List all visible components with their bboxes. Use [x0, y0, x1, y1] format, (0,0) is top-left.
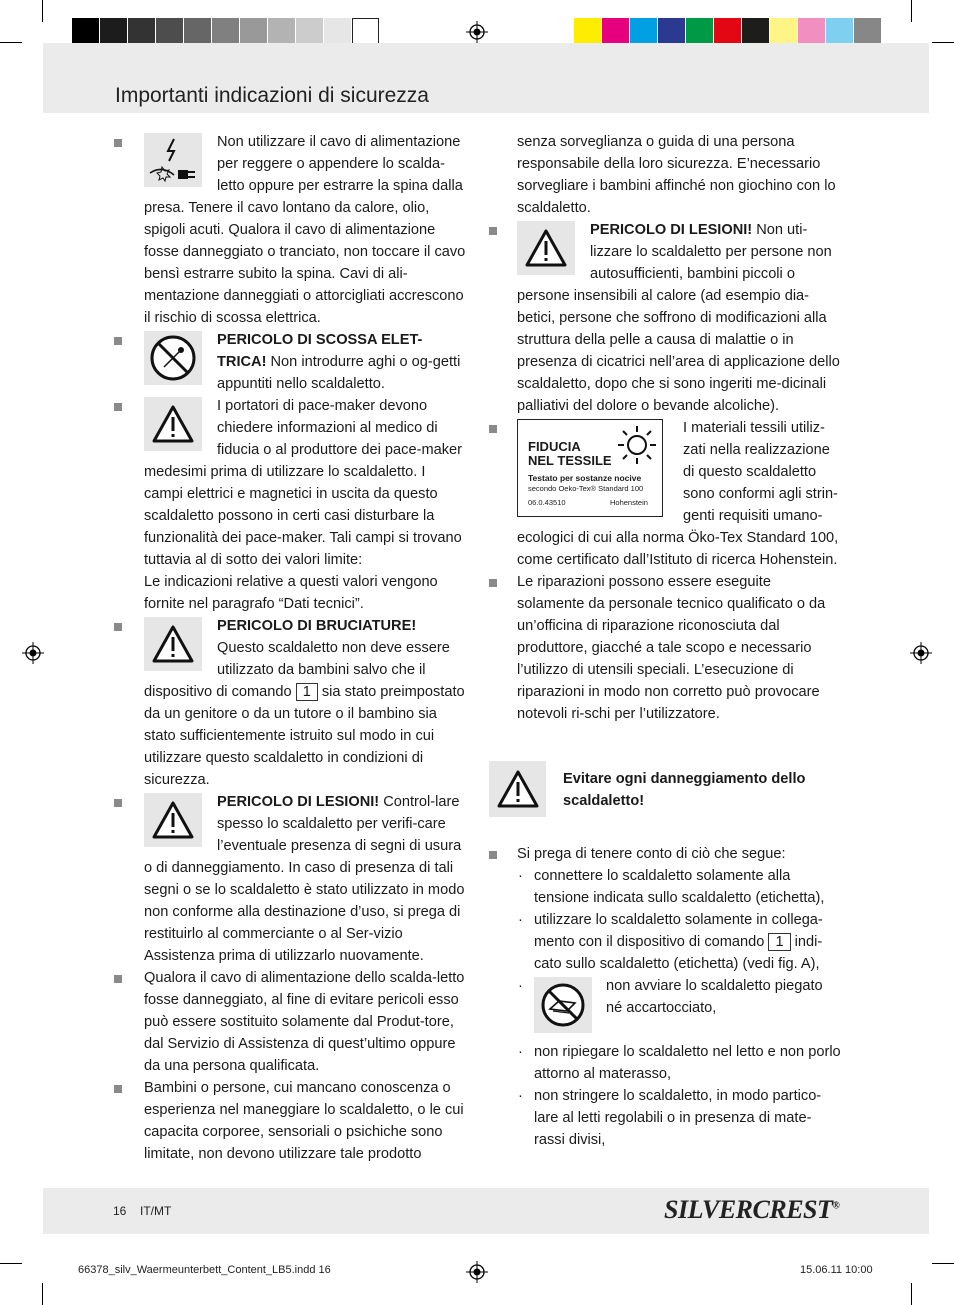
safety-item-cable [144, 131, 466, 329]
color-swatch [826, 18, 853, 46]
text: Non introdurre aghi o og-getti appuntiti nello scaldaletto. [217, 354, 461, 392]
sun-logo-icon [616, 424, 658, 466]
icon-frame [144, 133, 202, 187]
dash: · [518, 978, 523, 994]
warning-label: PERICOLO DI BRUCIATURE! [217, 618, 417, 634]
safety-item-children [144, 1077, 466, 1165]
control-unit-ref: 1 [296, 683, 318, 701]
color-swatch [128, 18, 155, 46]
text: Questo scaldaletto non deve essere utilizzato da bambini salvo che il dispositivo di comando [144, 640, 450, 700]
icon-frame [517, 221, 575, 275]
color-swatch [212, 18, 239, 46]
text: Non uti-lizzare lo scaldaletto per persone non autosufficienti, bambini piccoli o persone insensibili al calore (ad esempio dia-betici, persone che soffrono di modificazioni alla struttura della pelle a causa di malattie o in presenza di cicatrici nell’area di applicazione dello scaldaletto, dopo che si sono ingeriti me-dicinali palliativi del dolore o bevande alcoliche). [517, 222, 840, 414]
warning-heading: Evitare ogni danneggiamento dello scaldaletto! [563, 771, 806, 809]
safety-item-textiles [517, 417, 841, 571]
color-swatch [268, 18, 295, 46]
crop-mark [932, 42, 954, 43]
color-swatch [156, 18, 183, 46]
color-swatch [324, 18, 351, 46]
brand-logo [664, 1195, 839, 1225]
color-swatch [574, 18, 601, 46]
crop-mark [911, 1283, 912, 1305]
bullet [114, 403, 122, 411]
icon-frame [144, 397, 202, 451]
color-swatch [296, 18, 323, 46]
text: senza sorveglianza o guida di una persona responsabile della loro sicurezza. E’necessario sorvegliare i bambini affinché non giochino con lo scaldaletto. [517, 134, 836, 216]
instruction-intro [517, 843, 841, 865]
text: Non utilizzare il cavo di alimentazione per reggere o appendere lo scalda-letto oppure per estrarre la spina dalla presa. Tenere il cavo lontano da calore, olio, spigoli acuti. Qualora il cavo di alimentazione fosse danneggiato o tranciato, non toccare il cavo bensì estrarre subito la spina. Cavi di ali-mentazione danneggiati o attorcigliati accrescono il rischio di scossa elettrica. [144, 134, 466, 326]
file-name: 66378_silv_Waermeunterbett_Content_LB5.indd 16 [78, 1264, 331, 1276]
right-column [517, 131, 841, 1151]
icon-frame [534, 977, 592, 1033]
bullet [114, 975, 122, 983]
crop-mark [42, 1283, 43, 1305]
dash: · [518, 912, 523, 928]
left-column [144, 131, 466, 1165]
oeko-tex-label [517, 419, 663, 517]
instruction-item [518, 1041, 841, 1085]
warning-triangle-icon [151, 624, 195, 664]
color-swatch [352, 18, 379, 46]
color-swatch [770, 18, 797, 46]
color-swatch [686, 18, 713, 46]
safety-item-electric-shock [144, 329, 466, 395]
page-title: Importanti indicazioni di sicurezza [115, 84, 429, 107]
text: Le indicazioni relative a questi valori vengono fornite nel paragrafo “Dati tecnici”. [144, 574, 438, 612]
color-swatch [630, 18, 657, 46]
registration-mark-icon [466, 1261, 488, 1283]
oeko-label-line2: NEL TESSILE [528, 453, 612, 468]
registered-mark: ® [832, 1200, 840, 1212]
crop-mark [911, 0, 912, 22]
warning-triangle-icon [151, 404, 195, 444]
safety-item-burns [144, 615, 466, 791]
safety-item-injury [144, 791, 466, 967]
icon-frame [144, 793, 202, 847]
text: non ripiegare lo scaldaletto nel letto e non porlo attorno al materasso, [534, 1044, 841, 1082]
registration-mark-icon [466, 21, 488, 43]
brand-name: SILVERCREST [664, 1195, 833, 1224]
oeko-label-line1: FIDUCIA [528, 439, 581, 454]
text: I materiali tessili utiliz-zati nella realizzazione di questo scaldaletto sono conformi agli strin-genti requisiti umano-ecologici di cui alla norma Öko-Tex Standard 100, come certificato dall’Istituto di ricerca Hohenstein. [517, 420, 839, 568]
color-swatch [72, 18, 99, 46]
color-swatch [854, 18, 881, 46]
warning-label: PERICOLO DI LESIONI! [590, 222, 753, 238]
text: Qualora il cavo di alimentazione dello scalda-letto fosse danneggiato, al fine di evitare pericoli esso può essere sostituito solamente dal Produt-tore, dal Servizio di Assistenza di quest’ultimo oppure da una persona qualificata. [144, 970, 465, 1074]
bullet [114, 799, 122, 807]
icon-frame [144, 331, 202, 385]
safety-item-damaged-cable [144, 967, 466, 1077]
language-code: IT/MT [140, 1204, 172, 1218]
control-unit-ref: 1 [768, 933, 790, 951]
text: non stringere lo scaldaletto, in modo partico-lare al letti regolabili o in presenza di mate-rassi divisi, [534, 1088, 822, 1148]
electric-plug-spark-icon [148, 137, 198, 183]
crop-mark [42, 0, 43, 22]
registration-mark-icon [910, 642, 932, 664]
registration-mark-icon [22, 642, 44, 664]
text: indi-cato sullo scaldaletto (etichetta) (vedi fig. A), [534, 934, 823, 972]
dash: · [518, 868, 523, 884]
text: Le riparazioni possono essere eseguite solamente da personale tecnico qualificato o da un’officina di riparazione riconosciuta dal produttore, giacché a tale scopo e necessario l’utilizzo di utensili speciali. L’esecuzione di riparazioni in modo non corretto può provocare notevoli ri-schi per l’utilizzatore. [517, 574, 826, 722]
bullet [114, 623, 122, 631]
safety-item-repairs [517, 571, 841, 725]
text: utilizzare lo scaldaletto solamente in collega-mento con il dispositivo di comando [534, 912, 823, 950]
text: I portatori di pace-maker devono chiedere informazioni al medico di fiducia o al produttore dei pace-maker medesimi prima di utilizzare lo scaldaletto. I campi elettrici e magnetici in uscita da questo scaldaletto possono in certi casi disturbare la funzionalità dei pace-maker. Tali campi si trovano tuttavia al di sotto dei valori limite: [144, 398, 462, 568]
color-swatch [658, 18, 685, 46]
bullet [489, 579, 497, 587]
warning-label: PERICOLO DI LESIONI! [217, 794, 380, 810]
bullet [489, 227, 497, 235]
text: non avviare lo scaldaletto piegato né accartocciato, [606, 978, 823, 1016]
instruction-item [518, 975, 841, 1041]
warning-triangle-icon [151, 800, 195, 840]
bullet [489, 851, 497, 859]
color-swatch [100, 18, 127, 46]
crop-mark [932, 1263, 954, 1264]
oeko-label-line4: secondo Oeko-Tex® Standard 100 [528, 484, 644, 493]
color-swatch [798, 18, 825, 46]
dash: · [518, 1044, 523, 1060]
warning-label: PERICOLO DI SCOSSA ELET-TRICA! [217, 332, 423, 370]
no-folding-icon [539, 981, 587, 1029]
page-number: 16 [113, 1204, 127, 1218]
crop-mark [0, 42, 22, 43]
warning-triangle-icon [524, 228, 568, 268]
bullet [489, 425, 497, 433]
warning-triangle-icon [496, 769, 540, 809]
text: sia stato preimpostato da un genitore o da un tutore o il bambino sia stato sufficientemente istruito sul modo in cui utilizzare questo scaldaletto in condizioni di sicurezza. [144, 684, 465, 788]
icon-frame [489, 761, 546, 817]
crop-mark [0, 1263, 22, 1264]
safety-item-pacemaker [144, 395, 466, 615]
text: Control-lare spesso lo scaldaletto per verifi-care l’eventuale presenza di segni di usura o di danneggiamento. In caso di presenza di tali segni o se lo scaldaletto è stato utilizzato in modo non conforme alla destinazione d’uso, si prega di restituirlo al commerciante o al Ser-vizio Assistenza prima di utilizzarlo nuovamente. [144, 794, 465, 964]
text: connettere lo scaldaletto solamente alla tensione indicata sullo scaldaletto (etichetta), [534, 868, 825, 906]
text: Bambini o persone, cui mancano conoscenza o esperienza nel maneggiare lo scaldaletto, o le cui capacita corporee, sensoriali o psichiche sono limitate, non devono utilizzare tale prodotto [144, 1080, 464, 1162]
bullet [114, 139, 122, 147]
text: Si prega di tenere conto di ciò che segue: [517, 846, 786, 862]
instruction-item [518, 909, 841, 975]
color-swatch [602, 18, 629, 46]
bullet [114, 1085, 122, 1093]
color-swatch [714, 18, 741, 46]
oeko-label-line6: Hohenstein [610, 498, 648, 507]
color-swatch [184, 18, 211, 46]
no-needles-icon [148, 333, 198, 383]
instruction-item [518, 1085, 841, 1151]
instruction-item [518, 865, 841, 909]
bullet [114, 337, 122, 345]
oeko-label-line3: Testato per sostanze nocive [528, 473, 642, 483]
safety-item-injury-persons [517, 219, 841, 417]
dash: · [518, 1088, 523, 1104]
print-date: 15.06.11 10:00 [800, 1264, 873, 1276]
continued-text [517, 131, 841, 219]
color-swatch [742, 18, 769, 46]
color-swatch [240, 18, 267, 46]
icon-frame [144, 617, 202, 671]
warning-heading-block [489, 761, 841, 819]
oeko-label-line5: 06.0.43510 [528, 498, 566, 507]
